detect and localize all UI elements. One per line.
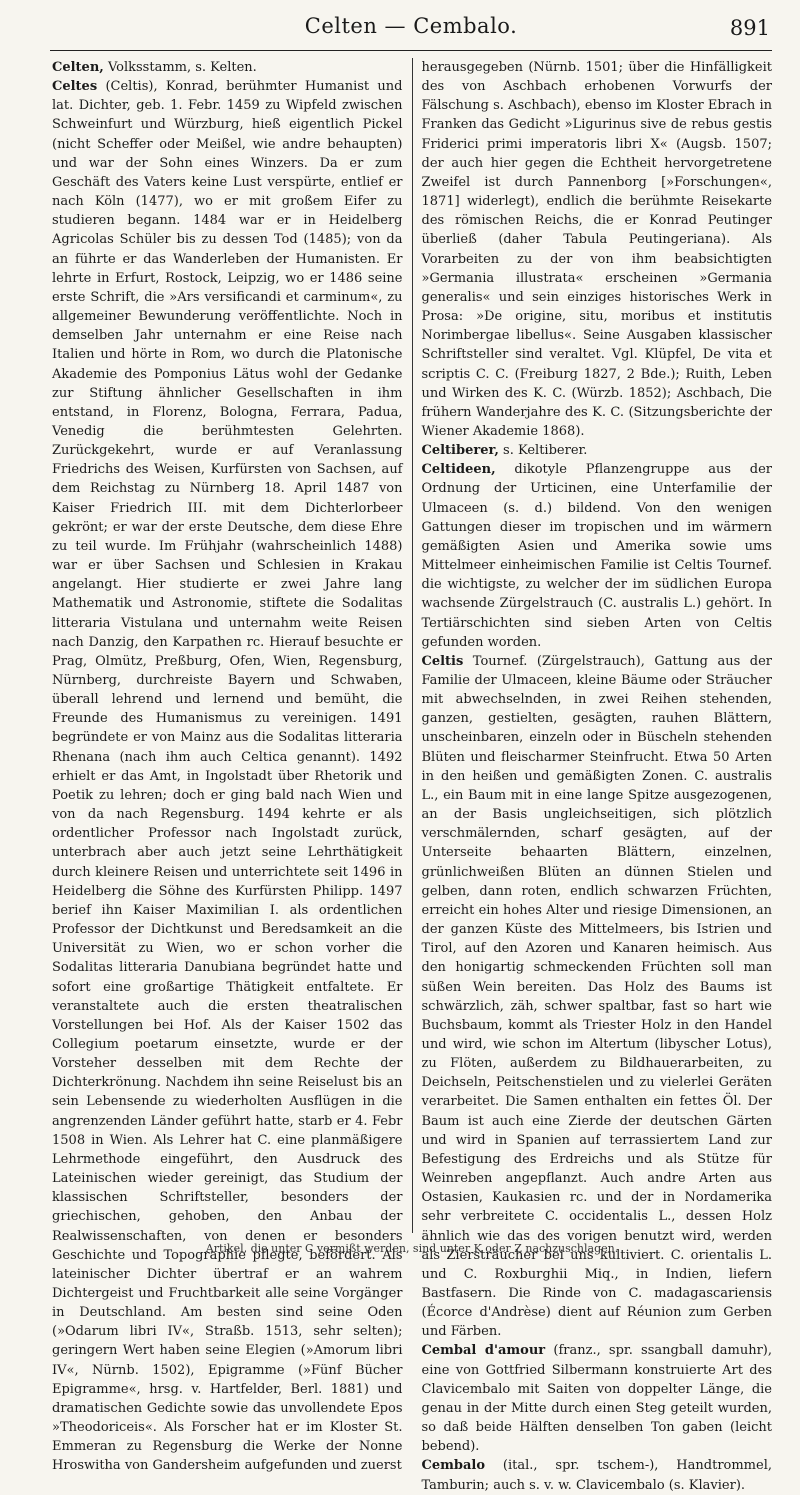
entry-paragraph (422, 1341, 773, 1456)
entry-paragraph (52, 77, 403, 1475)
entry-headword: Cembalo (421, 1458, 485, 1474)
page-header (50, 14, 772, 51)
entry-paragraph (422, 441, 773, 460)
entry-headword: Celtis (421, 653, 464, 669)
entry-paragraph (52, 58, 403, 77)
entry-paragraph (422, 1456, 773, 1494)
page-title: Celten — Cembalo. (304, 14, 518, 38)
entry-text: (Celtis), Konrad, berühmter Humanist und lat. Dichter, geb. 1. Febr. 1459 zu Wipfeld zwischen Schweinfurt und Würzburg, hieß eigentlich Pickel (nicht Scheffer oder Meißel, wie andre behaupten) und war der Sohn eines Winzers. Da er zum Geschäft des Vaters keine Lust verspürte, entlief er nach Köln (1477), wo er mit großem Eifer zu studieren begann. 1484 war er in Heidelberg Agricolas Schüler bis zu dessen Tod (1485); von da an führte er das Wanderleben der Humanisten. Er lehrte in Erfurt, Rostock, Leipzig, wo er 1486 seine erste Schrift, die »Ars versificandi et carminum«, zu allgemeiner Bewunderung veröffentlichte. Noch in demselben Jahr unternahm er eine Reise nach Italien und hörte in Rom, wo durch die Platonische Akademie des Pomponius Lätus wohl der Gedanke zur Stiftung ähnlicher Gesellschaften in ihm entstand, in Florenz, Bologna, Ferrara, Padua, Venedig die berühmtesten Gelehrten. Zurückgekehrt, wurde er auf Veranlassung Friedrichs des Weisen, Kurfürsten von Sachsen, auf dem Reichstag zu Nürnberg 18. April 1487 von Kaiser Friedrich III. mit dem Dichterlorbeer gekrönt; er war der erste Deutsche, dem diese Ehre zu teil wurde. Im Frühjahr (wahrscheinlich 1488) war er über Sachsen und Schlesien in Krakau angelangt. Hier studierte er zwei Jahre lang Mathematik und Astronomie, stiftete die Sodalitas litteraria Vistulana und unternahm weite Reisen nach Danzig, den Karpathen rc. Hierauf besuchte er Prag, Olmütz, Preßburg, Ofen, Wien, Regensburg, Nürnberg, durchreiste Bayern und Schwaben, überall lehrend und lernend und bemüht, die Freunde des Humanismus zu vereinigen. 1491 begründete er von Mainz aus die Sodalitas litteraria Rhenana (nach ihm auch Celtica genannt). 1492 erhielt er das Amt, in Ingolstadt über Rhetorik und Poetik zu lehren; doch er ging bald nach Wien und von da nach Regensburg. 1494 kehrte er als ordentlicher Professor nach Ingolstadt zurück, unterbrach aber auch jetzt seine Lehrthätigkeit durch kleinere Reisen und unterrichtete seit 1496 in Heidelberg die Söhne des Kurfürsten Philipp. 1497 berief ihn Kaiser Maximilian I. als ordentlichen Professor der Dichtkunst und Beredsamkeit an die Universität zu Wien, wo er schon vorher die Sodalitas litteraria Danubiana begründet hatte und sofort eine großartige Thätigkeit entfaltete. Er veranstaltete auch die ersten theatralischen Vorstellungen bei Hof. Als der Kaiser 1502 das Collegium poetarum einsetzte, wurde er der Vorsteher desselben mit dem Rechte der Dichterkrönung. Nachdem ihn seine Reiselust bis an sein Lebensende zu wiederholten Ausflügen in die angrenzenden Länder geführt hatte, starb er 4. Febr 1508 in Wien. Als Lehrer hat C. eine planmäßigere Lehrmethode eingeführt, den Ausdruck des Lateinischen wieder gereinigt, das Studium der klassischen Schriftsteller, besonders der griechischen, gehoben, den Anbau der Realwissenschaften, von denen er besonders Geschichte und Topographie pflegte, befördert. Als lateinischer Dichter übertraf er an wahrem Dichtergeist und Fruchtbarkeit alle seine Vorgänger in Deutschland. Am besten sind seine Oden (»Odarum libri IV«, Straßb. 1513, sehr selten); geringern Wert haben seine Elegien (»Amorum libri IV«, Nürnb. 1502), Epigramme (»Fünf Bücher Epigramme«, hrsg. v. Hartfelder, Berl. 1881) und dramatischen Gedichte sowie das unvollendete Epos »Theodoriceis«. Als Forscher hat er im Kloster St. Emmeran zu Regensburg die Werke der Nonne Hroswitha von Gandersheim aufgefunden und zuerst (52, 79, 403, 1474)
entry-headword: Celtiberer, (421, 443, 499, 459)
entry-text: herausgegeben (Nürnb. 1501; über die Hinfälligkeit des von Aschbach erhobenen Vorwurfs der Fälschung s. Aschbach), ebenso im Kloster Ebrach in Franken das Gedicht »Ligurinus sive de rebus gestis Friderici primi imperatoris libri X« (Augsb. 1507; der auch hier gegen die Echtheit hervorgetretene Zweifel ist durch Pannenborg [»Forschungen«, 1871] widerlegt), endlich die berühmte Reisekarte des römischen Reichs, die er Konrad Peutinger überließ (daher Tabula Peutingeriana). Als Vorarbeiten zu der von ihm beabsichtigten »Germania illustrata« erscheinen »Germania generalis« und sein einziges historisches Werk in Prosa: »De origine, situ, moribus et institutis Norimbergae libellus«. Seine Ausgaben klassischer Schriftsteller sind veraltet. Vgl. Klüpfel, De vita et scriptis C. C. (Freiburg 1827, 2 Bde.); Ruith, Leben und Wirken des K. C. (Würzb. 1852); Aschbach, Die frühern Wanderjahre des K. C. (Sitzungsberichte der Wiener Akademie 1868). (421, 60, 772, 439)
entry-text: (ital., spr. tschem-), Handtrommel, Tamburin; auch s. v. w. Clavicembalo (s. Klavier). (421, 1458, 772, 1493)
entry-paragraph (422, 652, 773, 1342)
entry-text: (franz., spr. ssangball damuhr), eine von Gottfried Silbermann konstruierte Art des Clavicembalo mit Saiten von doppelter Länge, die genau in der Mitte durch einen Steg geteilt wurden, so daß beide Hälften denselben Ton gaben (leicht bebend). (421, 1343, 772, 1455)
page-footer: Artikel, die unter C vermißt werden, sind unter K oder Z nachzuschlagen. (205, 1242, 619, 1255)
entry-text: s. Keltiberer. (498, 443, 588, 459)
entry-headword: Celtideen, (421, 462, 496, 478)
entry-headword: Cembal d'amour (421, 1343, 546, 1359)
page-number: 891 (729, 16, 770, 40)
entry-text: dikotyle Pflanzengruppe aus der Ordnung der Urticinen, eine Unterfamilie der Ulmaceen (s. d.) bildend. Von den wenigen Gattungen dieser im tropischen und im wärmern gemäßigten Asien und Amerika sowie ums Mittelmeer einheimischen Familie ist Celtis Tournef. die wichtigste, zu welcher der im südlichen Europa wachsende Zürgelstrauch (C. australis L.) gehört. In Tertiärschichten sind sieben Arten von Celtis gefunden worden. (421, 462, 772, 650)
entry-headword: Celten, (52, 60, 104, 75)
entry-text: Volksstamm, s. Kelten. (103, 60, 257, 75)
entry-text: Tournef. (Zürgelstrauch), Gattung aus der Familie der Ulmaceen, kleine Bäume oder Sträucher mit abwechselnden, in zwei Reihen stehenden, ganzen, gestielten, gesägten, rauhen Blättern, unscheinbaren, einzeln oder in Büscheln stehenden Blüten und fleischarmer Steinfrucht. Etwa 50 Arten in den heißen und gemäßigten Zonen. C. australis L., ein Baum mit in eine lange Spitze ausgezogenen, an der Basis ungleichseitigen, sich plötzlich verschmälernden, scharf gesägten, auf der Unterseite behaarten Blättern, einzelnen, grünlichweißen Blüten an dünnen Stielen und gelben, dann roten, endlich schwarzen Früchten, erreicht ein hohes Alter und riesige Dimensionen, an der ganzen Küste des Mittelmeers, bis Istrien und Tirol, auf den Azoren und Kanaren heimisch. Aus den honigartig schmeckenden Früchten soll man süßen Wein bereiten. Das Holz des Baums ist schwärzlich, zäh, schwer spaltbar, fast so hart wie Buchsbaum, kommt als Triester Holz in den Handel und wird, wie schon im Altertum (libyscher Lotus), zu Flöten, außerdem zu Bildhauerarbeiten, zu Deichseln, Peitschenstielen und zu vielerlei Geräten verarbeitet. Die Samen enthalten ein fettes Öl. Der Baum ist auch eine Zierde der deutschen Gärten und wird in Spanien auf terrassiertem Land zur Befestigung des Erdreichs und als Stütze für Weinreben angepflanzt. Auch andre Arten aus Ostasien, Kaukasien rc. und der in Nordamerika sehr verbreitete C. occidentalis L., dessen Holz ähnlich wie das des vorigen benutzt wird, werden als Ziersträucher bei uns kultiviert. C. orientalis L. und C. Roxburghii Miq., in Indien, liefern Bastfasern. Die Rinde von C. madagascariensis (Écorce d'Andrèse) dient auf Réunion zum Gerben und Färben. (421, 653, 772, 1340)
entry-paragraph (422, 58, 773, 441)
entry-headword: Celtes (52, 79, 98, 95)
entry-paragraph (422, 460, 773, 652)
